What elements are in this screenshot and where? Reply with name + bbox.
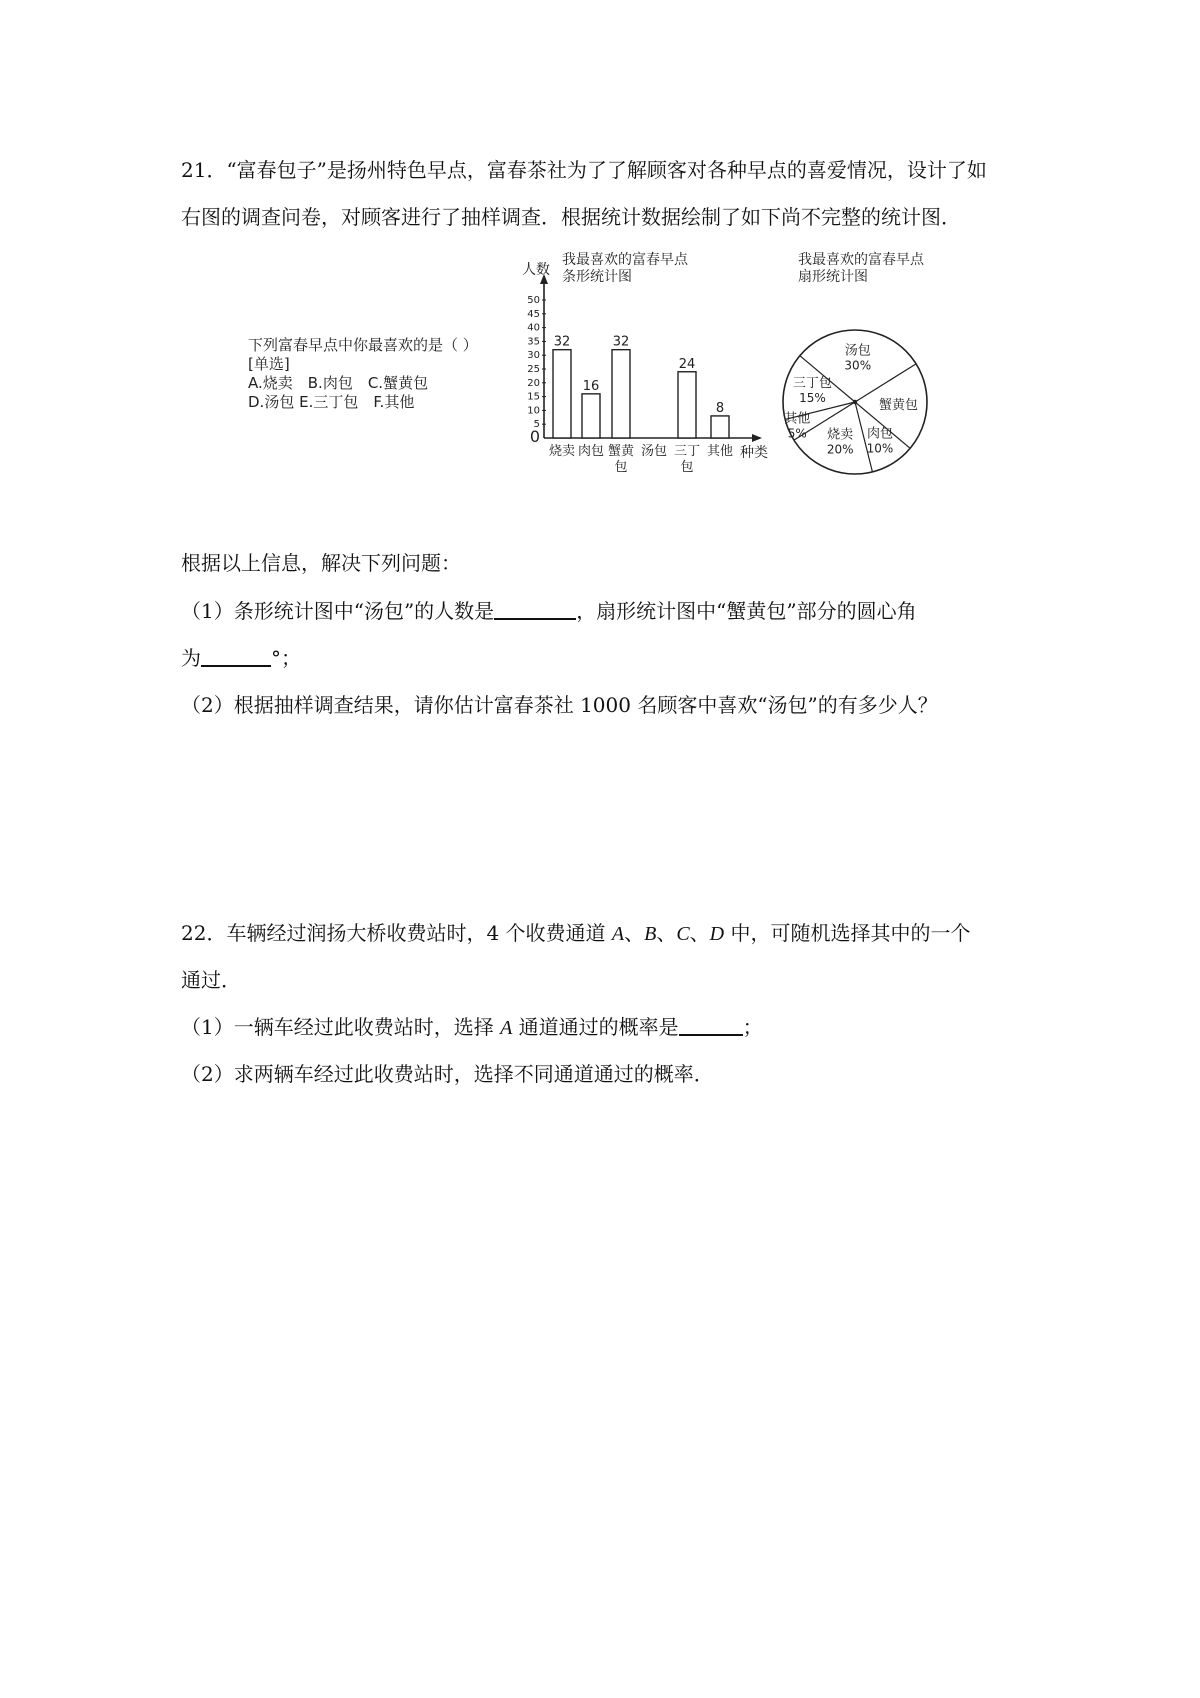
- survey-options-row-2: D.汤包 E.三丁包 F.其他: [248, 393, 415, 411]
- survey-options-row-1: A.烧卖 B.肉包 C.蟹黄包: [248, 374, 429, 392]
- bar: [612, 350, 630, 438]
- q21-part-2: （2）根据抽样调查结果，请你估计富春茶社 1000 名顾客中喜欢“汤包”的有多少人？: [181, 693, 938, 717]
- q22-line-1: [181, 919, 970, 948]
- lane-c: C: [676, 923, 690, 945]
- pie-slice-percent: 15%: [799, 391, 826, 406]
- q21-part-1-text-c: 为: [181, 646, 201, 670]
- bar-chart-title-line-2: 条形统计图: [562, 269, 632, 285]
- q21-lead: 根据以上信息，解决下列问题：: [181, 551, 461, 575]
- q21-line-2: 右图的调查问卷，对顾客进行了抽样调查．根据统计数据绘制了如下尚不完整的统计图．: [181, 205, 961, 229]
- q22-part-1-text-b: 通道通过的概率是: [512, 1015, 679, 1039]
- pie-slice-label: 其他: [784, 411, 811, 427]
- pie-slice-label: 蟹黄包: [878, 397, 919, 413]
- y-tick-label: 35: [527, 336, 540, 348]
- pie-slice-percent: 20%: [826, 442, 854, 457]
- bar: [678, 372, 696, 438]
- y-tick-label: 30: [527, 350, 540, 362]
- q22-sep-1: 、: [624, 921, 645, 945]
- pie-slice-percent: 5%: [787, 426, 807, 441]
- bar-value-label: 16: [582, 378, 600, 394]
- q22-part-1: [181, 1013, 763, 1042]
- q22-part-1-text-c: ；: [742, 1015, 763, 1039]
- bar-value-label: 32: [612, 334, 630, 350]
- y-axis-label: 人数: [522, 262, 550, 278]
- lane-d: D: [709, 923, 725, 945]
- bar-value-label: 8: [715, 400, 725, 416]
- lane-a: A: [611, 923, 625, 945]
- q21-part-1-text-b: ，扇形统计图中“蟹黄包”部分的圆心角: [576, 599, 917, 623]
- lane-a-ref: A: [500, 1017, 513, 1039]
- pie-slice-label: 肉包: [866, 426, 893, 442]
- lane-b: B: [644, 923, 657, 945]
- pie-chart-title-line-2: 扇形统计图: [798, 269, 868, 285]
- x-tick-label: 蟹黄: [607, 444, 635, 459]
- y-tick-label: 40: [527, 322, 540, 334]
- x-tick-label: 包: [680, 460, 694, 475]
- pie-slice-label: 汤包: [844, 343, 871, 359]
- x-tick-label: 三丁: [673, 444, 701, 459]
- bar-value-label: 32: [553, 334, 571, 350]
- q21-part-1-text-d: °；: [271, 646, 301, 670]
- x-tick-label: 汤包: [640, 444, 668, 459]
- x-tick-label: 肉包: [577, 444, 605, 459]
- y-tick-label: 10: [527, 405, 540, 417]
- x-axis-label: 种类: [740, 445, 768, 461]
- pie-slice-percent: 10%: [866, 441, 894, 456]
- answer-blank-soup-dumpling-count[interactable]: [494, 598, 576, 620]
- y-tick-label: 15: [527, 391, 540, 403]
- answer-blank-probability[interactable]: [679, 1014, 743, 1036]
- q21-part-1-text-a: （1）条形统计图中“汤包”的人数是: [181, 599, 495, 623]
- survey-question: 下列富春早点中你最喜欢的是（ ）: [248, 336, 478, 354]
- y-tick-label: 0: [529, 427, 540, 446]
- pie-center-dot: [853, 400, 857, 404]
- bar-chart-title-line-1: 我最喜欢的富春早点: [562, 252, 688, 268]
- x-axis-arrow: [752, 434, 762, 442]
- pie-chart: [765, 312, 965, 512]
- pie-chart-title-line-1: 我最喜欢的富春早点: [798, 252, 924, 268]
- q21-line-1: 21．“富春包子”是扬州特色早点，富春茶社为了了解顾客对各种早点的喜爱情况，设计了如: [181, 158, 987, 182]
- pie-chart-title: [798, 252, 924, 286]
- pie-slice-label: 烧卖: [827, 427, 854, 443]
- bar: [553, 350, 571, 438]
- q22-line-2: 通过．: [181, 968, 241, 992]
- x-tick-label: 其他: [706, 444, 734, 459]
- x-tick-label: 包: [614, 460, 628, 475]
- q22-part-1-text-a: （1）一辆车经过此收费站时，选择: [181, 1015, 501, 1039]
- q22-line-1-text-b: 中，可随机选择其中的一个: [724, 921, 971, 945]
- bar: [711, 416, 729, 438]
- q22-sep-3: 、: [689, 921, 710, 945]
- y-tick-label: 50: [527, 295, 540, 306]
- y-tick-label: 20: [527, 377, 540, 389]
- pie-slice-percent: 30%: [844, 358, 872, 373]
- pie-slice-label: 三丁包: [792, 376, 832, 392]
- q22-line-1-text-a: 22．车辆经过润扬大桥收费站时，4 个收费通道: [181, 921, 612, 945]
- y-tick-label: 45: [527, 308, 540, 320]
- y-tick-label: 25: [527, 364, 540, 375]
- q22-sep-2: 、: [656, 921, 677, 945]
- q21-part-1-cont: [181, 644, 301, 672]
- x-tick-label: 烧卖: [548, 444, 576, 459]
- survey-type: [单选]: [248, 355, 290, 373]
- q21-part-1: [181, 597, 917, 625]
- bar-value-label: 24: [678, 356, 696, 372]
- answer-blank-central-angle[interactable]: [201, 645, 271, 667]
- q22-part-2: （2）求两辆车经过此收费站时，选择不同通道通过的概率．: [181, 1062, 714, 1086]
- y-tick-label: 5: [533, 419, 540, 431]
- survey-questionnaire: [248, 336, 478, 412]
- bar: [582, 394, 600, 438]
